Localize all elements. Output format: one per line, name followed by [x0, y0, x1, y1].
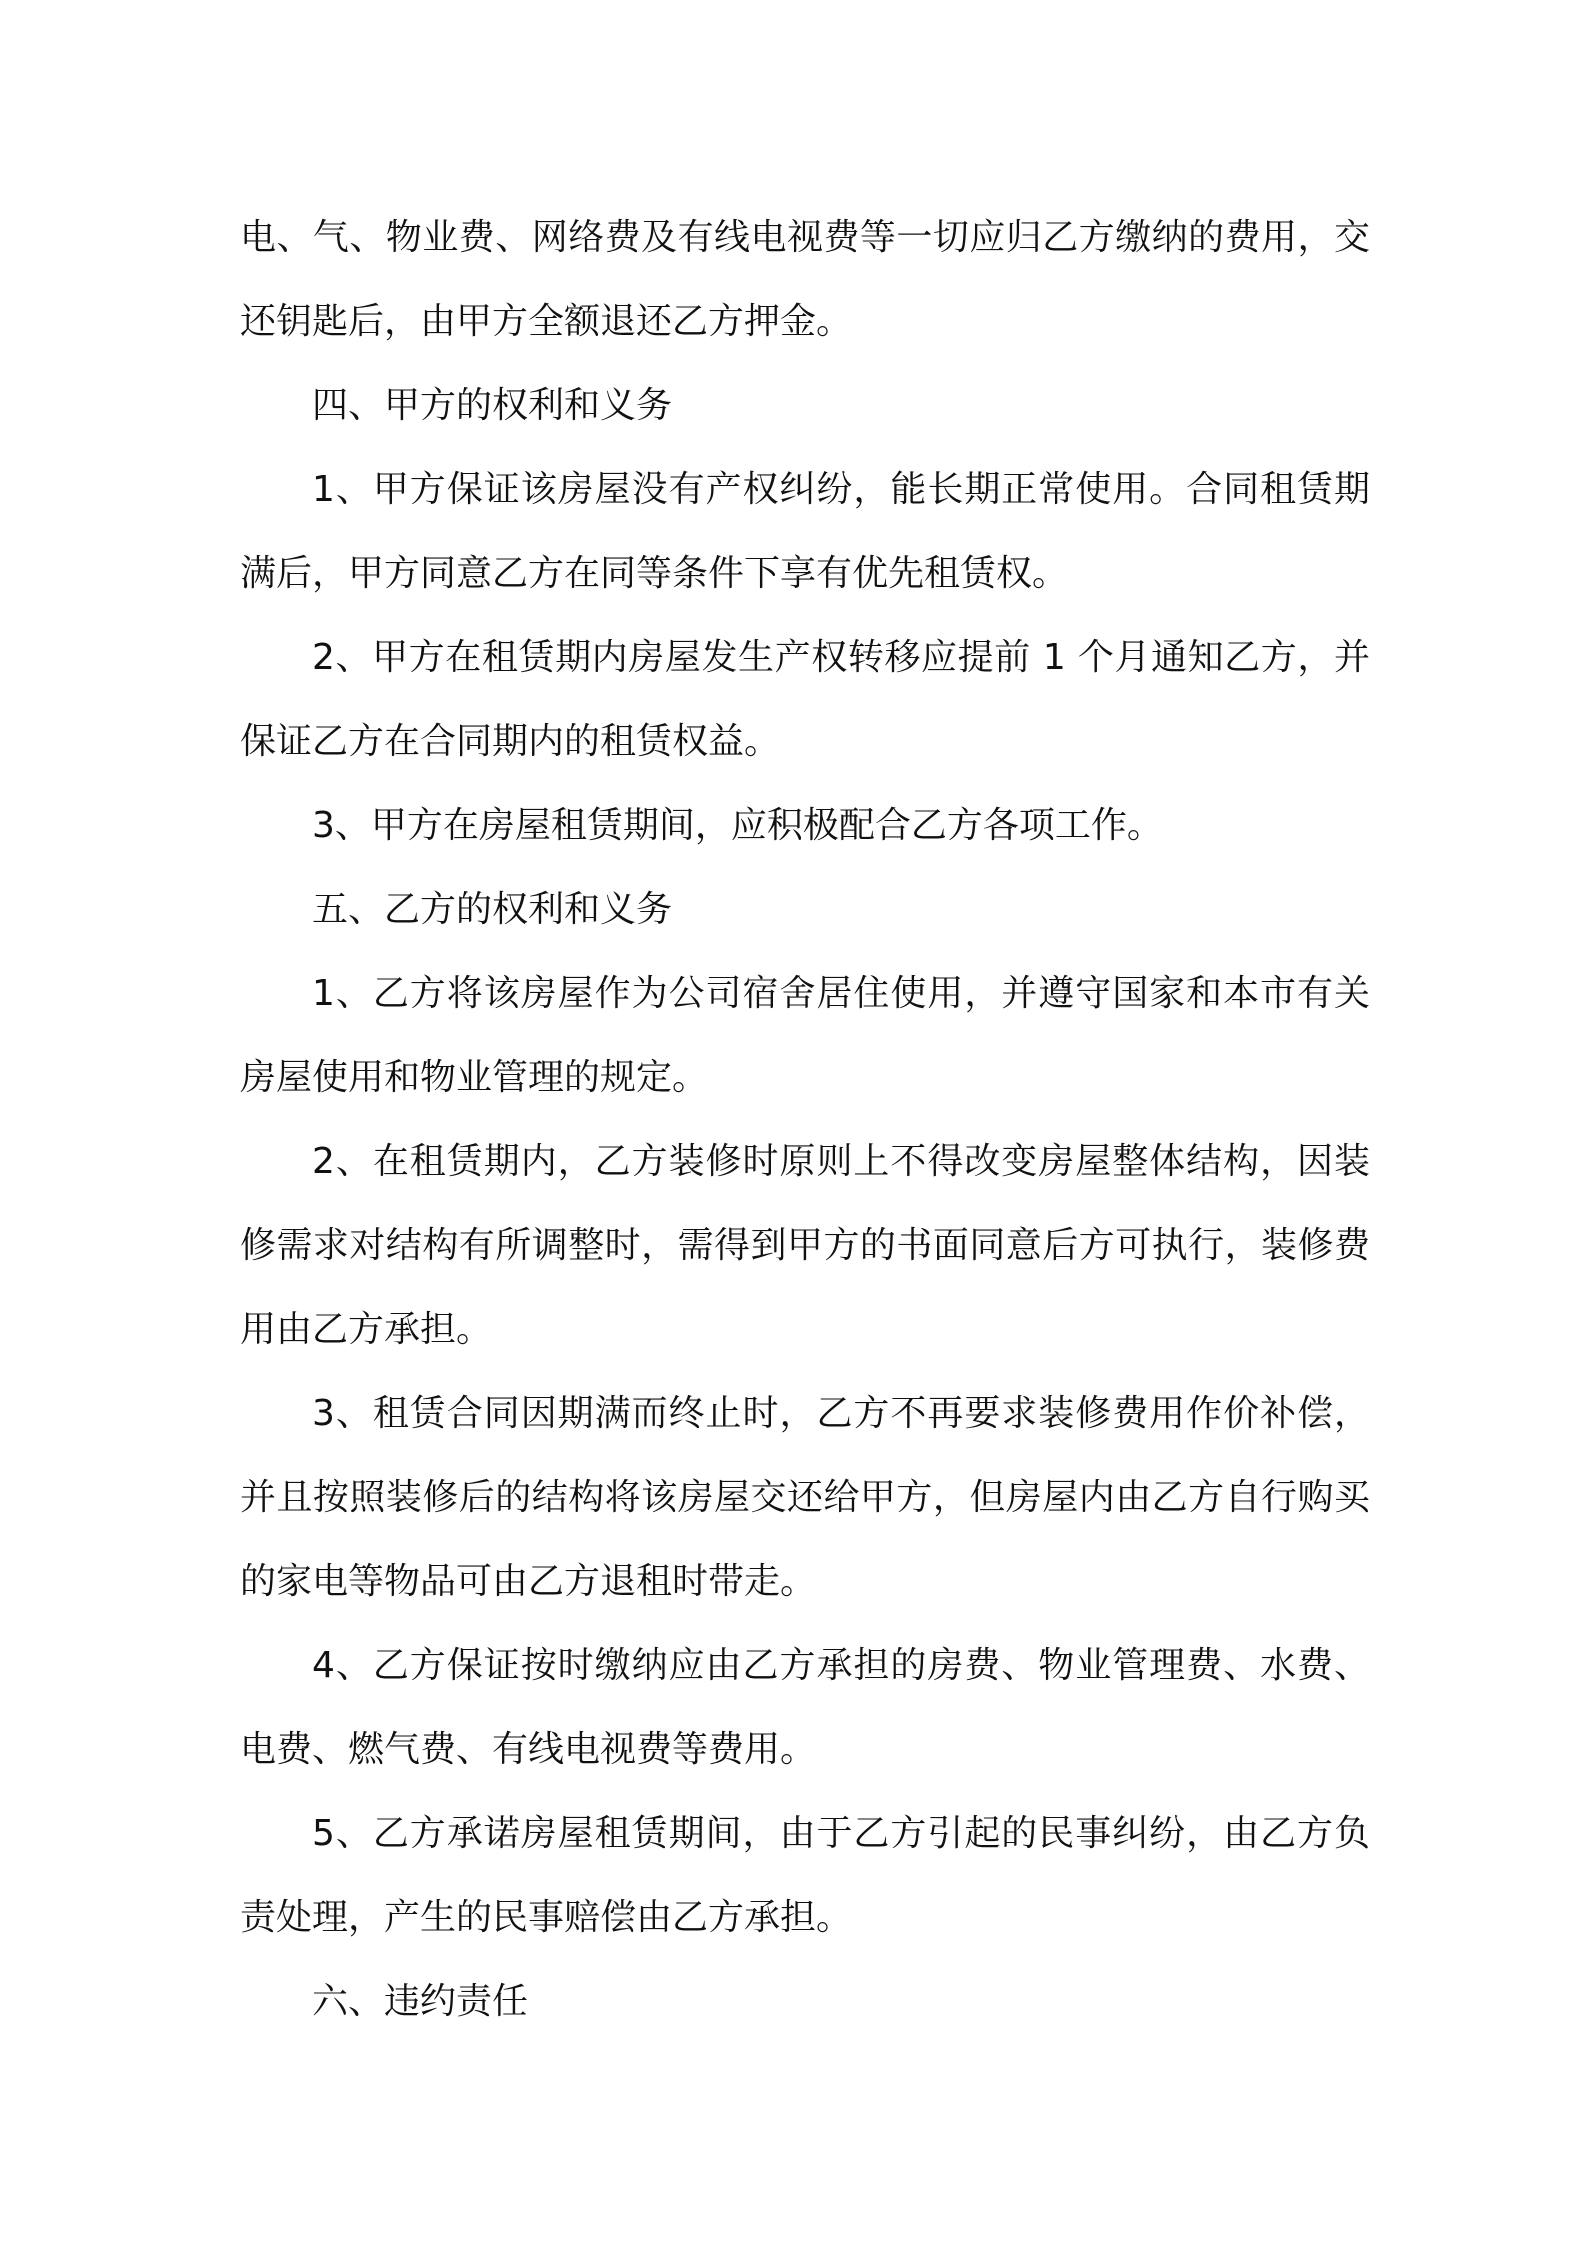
heading-section-six: 六、违约责任: [312, 1981, 529, 2022]
document-body: [240, 196, 1370, 2044]
paragraph-party-a-clause-3: 3、甲方在房屋租赁期间，应积极配合乙方各项工作。: [312, 805, 1163, 846]
heading-section-five: 五、乙方的权利和义务: [312, 889, 673, 930]
paragraph-party-b-clause-3: 3、租赁合同因期满而终止时，乙方不再要求装修费用作价补偿，并且按照装修后的结构将该房屋交还给甲方，但房屋内由乙方自行购买的家电等物品可由乙方退租时带走。: [240, 1393, 1370, 1602]
paragraph-fee-refund: 电、气、物业费、网络费及有线电视费等一切应归乙方缴纳的费用，交还钥匙后，由甲方全额退还乙方押金。: [240, 217, 1370, 342]
paragraph-party-b-clause-1: 1、乙方将该房屋作为公司宿舍居住使用，并遵守国家和本市有关房屋使用和物业管理的规定。: [240, 973, 1370, 1098]
heading-section-four: 四、甲方的权利和义务: [312, 385, 673, 426]
paragraph-party-a-clause-1: 1、甲方保证该房屋没有产权纠纷，能长期正常使用。合同租赁期满后，甲方同意乙方在同等条件下享有优先租赁权。: [240, 469, 1370, 594]
paragraph-party-a-clause-2: 2、甲方在租赁期内房屋发生产权转移应提前 1 个月通知乙方，并保证乙方在合同期内的租赁权益。: [240, 637, 1370, 762]
paragraph-party-b-clause-4: 4、乙方保证按时缴纳应由乙方承担的房费、物业管理费、水费、电费、燃气费、有线电视费等费用。: [240, 1645, 1370, 1770]
paragraph-party-b-clause-2: 2、在租赁期内，乙方装修时原则上不得改变房屋整体结构，因装修需求对结构有所调整时，需得到甲方的书面同意后方可执行，装修费用由乙方承担。: [240, 1141, 1370, 1350]
paragraph-party-b-clause-5: 5、乙方承诺房屋租赁期间，由于乙方引起的民事纠纷，由乙方负责处理，产生的民事赔偿由乙方承担。: [240, 1813, 1370, 1938]
